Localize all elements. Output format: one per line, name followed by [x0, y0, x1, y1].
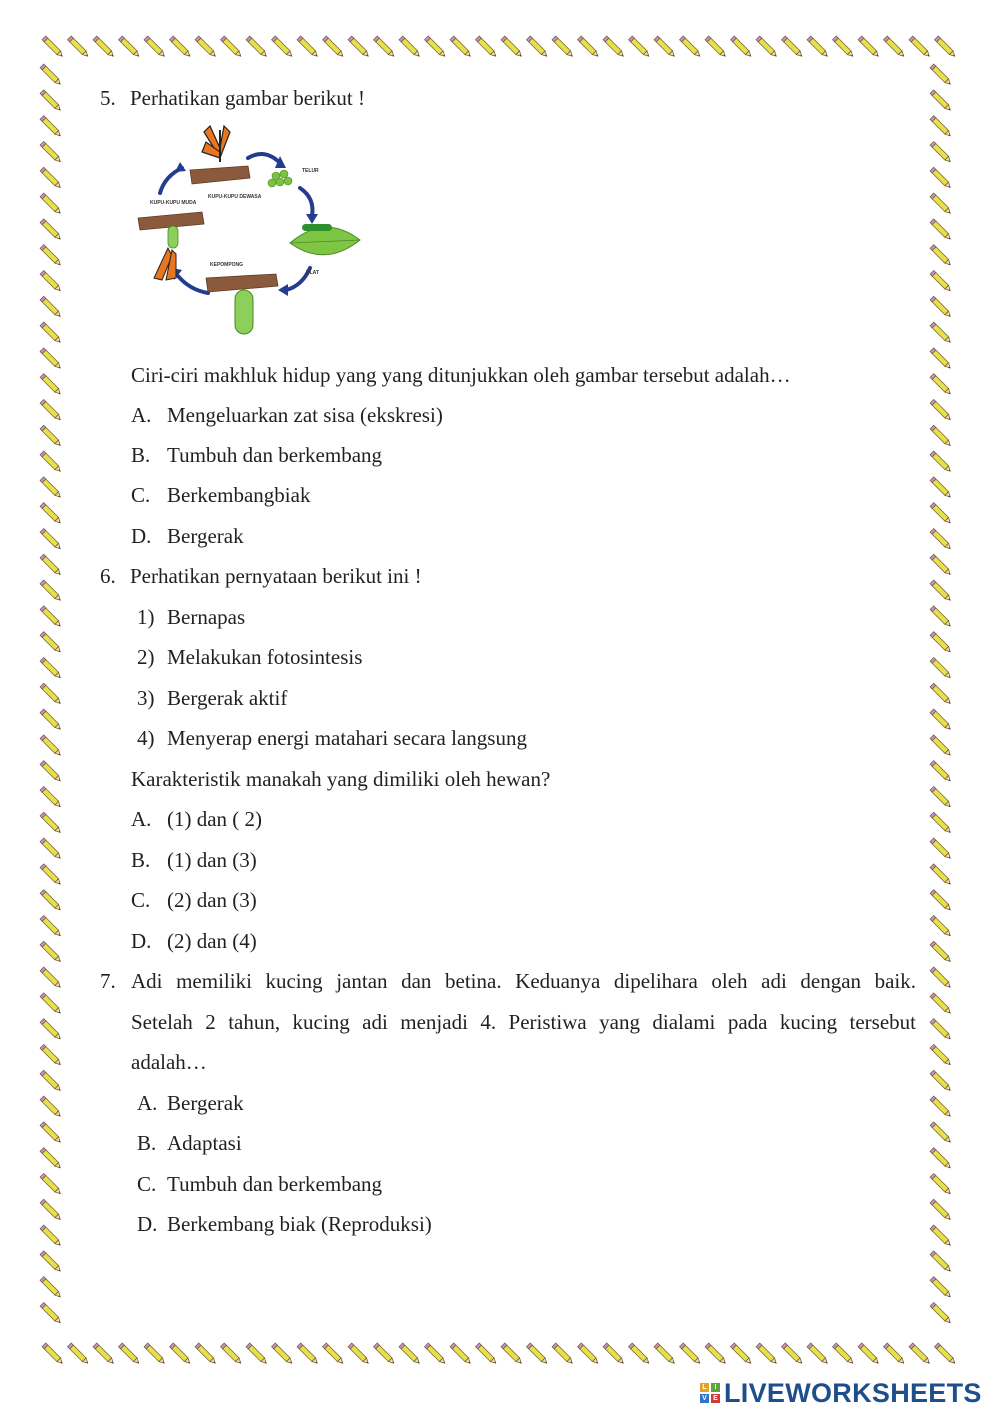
logo-letter: E: [711, 1394, 720, 1403]
option-text: (1) dan (3): [167, 848, 257, 872]
option-5d[interactable]: [131, 522, 244, 550]
option-7d[interactable]: [137, 1210, 432, 1238]
question-6-text: Karakteristik manakah yang dimiliki oleh hewan?: [131, 767, 551, 791]
option-letter: C.: [137, 1172, 157, 1196]
question-7-line-3: adalah…: [131, 1050, 207, 1074]
question-7-line-1: Adi memiliki kucing jantan dan betina. Keduanya dipelihara oleh adi dengan baik.: [131, 969, 916, 993]
statement-1: [137, 603, 245, 631]
option-6a[interactable]: [131, 805, 262, 833]
logo-letter: V: [700, 1394, 709, 1403]
label-pupa: KEPOMPONG: [210, 262, 244, 268]
question-7-line-2: Setelah 2 tahun, kucing adi menjadi 4. Peristiwa yang dialami pada kucing tersebut: [131, 1010, 916, 1034]
option-letter: A.: [131, 807, 152, 831]
option-letter: D.: [131, 929, 152, 953]
option-5a[interactable]: [131, 401, 443, 429]
young-butterfly-icon: [154, 226, 178, 280]
logo-letter: I: [711, 1383, 720, 1392]
option-text: Berkembangbiak: [167, 483, 311, 507]
question-5-text: Ciri-ciri makhluk hidup yang yang ditunjukkan oleh gambar tersebut adalah…: [131, 363, 791, 387]
statement-number: 2): [137, 645, 155, 669]
cycle-arrow-2: [300, 188, 313, 216]
option-6d[interactable]: [131, 927, 257, 955]
liveworksheets-logo[interactable]: [700, 1376, 982, 1410]
statement-number: 4): [137, 726, 155, 750]
statement-text: Bergerak aktif: [167, 686, 288, 710]
eggs-icon: [268, 170, 292, 187]
statement-text: Melakukan fotosintesis: [167, 645, 363, 669]
option-text: Tumbuh dan berkembang: [167, 443, 383, 467]
statement-text: Bernapas: [167, 605, 246, 629]
option-7a[interactable]: [137, 1089, 244, 1117]
logo-grid-icon: [700, 1383, 720, 1403]
statement-text: Menyerap energi matahari secara langsung: [167, 726, 527, 750]
statement-3: [137, 684, 287, 712]
question-7-number: 7.: [100, 969, 116, 993]
option-letter: A.: [131, 403, 152, 427]
prompt-text: Perhatikan pernyataan berikut ini !: [130, 564, 422, 588]
statement-4: [137, 724, 527, 752]
option-letter: D.: [131, 524, 152, 548]
option-5c[interactable]: [131, 481, 310, 509]
prompt-text: Perhatikan gambar berikut !: [130, 86, 365, 110]
option-text: Berkembang biak (Reproduksi): [167, 1212, 432, 1236]
label-young: KUPU-KUPU MUDA: [150, 200, 197, 206]
question-5-prompt: [100, 84, 365, 112]
cycle-arrow-1: [248, 154, 280, 163]
option-6c[interactable]: [131, 886, 257, 914]
adult-butterfly-icon: [202, 126, 230, 162]
statement-2: [137, 643, 362, 671]
option-letter: D.: [137, 1212, 158, 1236]
option-text: Bergerak: [167, 524, 244, 548]
statement-number: 1): [137, 605, 155, 629]
cycle-arrow-5: [160, 168, 182, 193]
option-letter: C.: [131, 483, 151, 507]
logo-letter: L: [700, 1383, 709, 1392]
option-letter: A.: [137, 1091, 158, 1115]
option-text: Mengeluarkan zat sisa (ekskresi): [167, 403, 443, 427]
option-text: (2) dan (4): [167, 929, 257, 953]
option-text: (2) dan (3): [167, 888, 257, 912]
label-larva: ULAT: [306, 270, 319, 276]
question-6-prompt: [100, 562, 422, 590]
option-letter: C.: [131, 888, 151, 912]
option-letter: B.: [137, 1131, 157, 1155]
question-number: 6.: [100, 564, 116, 588]
caterpillar-on-leaf-icon: [290, 224, 360, 255]
option-7c[interactable]: [137, 1170, 382, 1198]
question-number: 5.: [100, 86, 116, 110]
label-egg: TELUR: [302, 168, 319, 174]
option-text: (1) dan ( 2): [167, 807, 263, 831]
logo-text: LIVEWORKSHEETS: [724, 1377, 982, 1408]
option-text: Bergerak: [167, 1091, 244, 1115]
option-6b[interactable]: [131, 846, 257, 874]
option-5b[interactable]: [131, 441, 382, 469]
option-letter: B.: [131, 848, 151, 872]
option-7b[interactable]: [137, 1129, 242, 1157]
label-adult: KUPU-KUPU DEWASA: [208, 194, 262, 200]
option-letter: B.: [131, 443, 151, 467]
option-text: Adaptasi: [167, 1131, 242, 1155]
chrysalis-icon: [235, 290, 253, 334]
butterfly-life-cycle-figure: [130, 118, 370, 348]
option-text: Tumbuh dan berkembang: [167, 1172, 383, 1196]
cycle-arrow-4: [178, 276, 208, 293]
statement-number: 3): [137, 686, 155, 710]
